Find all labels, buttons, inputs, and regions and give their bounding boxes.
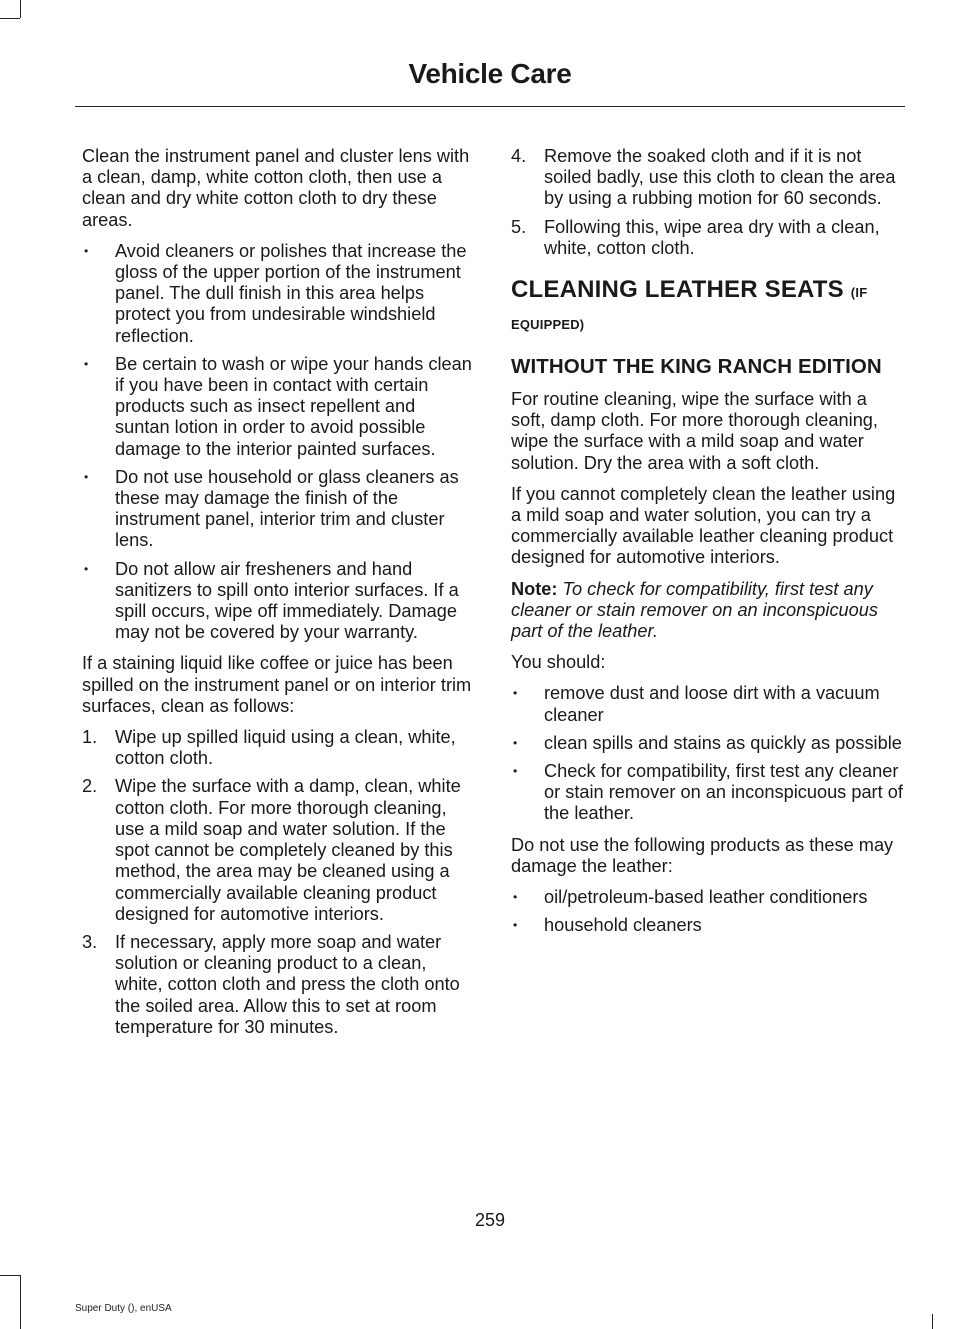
bullet-icon: •	[84, 561, 89, 576]
section-title-suffix: (IF	[850, 285, 868, 301]
step-number: 3.	[82, 931, 98, 952]
bullet-icon: •	[513, 686, 518, 701]
list-item-text: Avoid cleaners or polishes that increase the gloss of the upper portion of the instrument panel. The dull finish in this area helps protect you from undesirable windshield reflection.	[115, 240, 467, 346]
list-item	[511, 733, 903, 754]
title-divider	[75, 106, 905, 107]
paragraph: If you cannot completely clean the leather using a mild soap and water solution, you can try a commercially available leather cleaning product designed for automotive interiors.	[511, 483, 896, 568]
paragraph: Do not use the following products as these may damage the leather:	[511, 834, 894, 876]
page-title: Vehicle Care	[408, 58, 572, 89]
crop-mark	[932, 1314, 933, 1329]
paragraph: For routine cleaning, wipe the surface with a soft, damp cloth. For more thorough cleaning, wipe the surface with a mild soap and water solution. Dry the area with a soft cloth.	[511, 389, 878, 473]
list-item	[511, 683, 903, 725]
bullet-icon: •	[513, 764, 518, 779]
note-label: Note:	[511, 578, 558, 599]
step-text: Following this, wipe area dry with a clean, white, cotton cloth.	[544, 216, 880, 258]
list-item	[511, 761, 903, 825]
step-item	[511, 217, 903, 259]
step-item	[82, 932, 472, 1038]
crop-mark	[0, 18, 20, 19]
list-item-text: oil/petroleum-based leather conditioners	[544, 887, 868, 908]
list-item	[511, 887, 903, 908]
list-item-text: clean spills and stains as quickly as possible	[544, 732, 902, 753]
step-item	[82, 727, 472, 769]
step-text: Wipe the surface with a damp, clean, white cotton cloth. For more thorough cleaning, use a mild soap and water solution. If the spot cannot be completely cleaned by this method, the area may be cleaned using a commercially available cleaning product designed for automotive interiors.	[115, 776, 461, 924]
section-title-suffix: EQUIPPED)	[511, 317, 585, 333]
list-item	[82, 467, 472, 552]
list-item	[511, 915, 903, 936]
intro-paragraph: Clean the instrument panel and cluster lens with a clean, damp, white cotton cloth, then use a clean and dry white cotton cloth to dry these areas.	[82, 146, 470, 230]
bullet-icon: •	[84, 356, 89, 371]
staining-intro: If a staining liquid like coffee or juice has been spilled on the instrument panel or on interior trim surfaces, clean as follows:	[82, 653, 472, 716]
step-item	[82, 776, 472, 924]
step-text: If necessary, apply more soap and water solution or cleaning product to a clean, white, cotton cloth and press the cloth onto the soiled area. Allow this to set at room temperature for 30 minutes.	[115, 931, 460, 1037]
section-heading	[511, 275, 903, 342]
crop-mark	[20, 1275, 21, 1329]
note	[511, 579, 903, 643]
list-item-text: Be certain to wash or wipe your hands clean if you have been in contact with certain products such as insect repellent and suntan lotion in order to avoid possible damage to the interior painted surfaces.	[115, 353, 472, 459]
footer-text: Super Duty (), enUSA	[75, 1303, 172, 1314]
crop-mark	[20, 0, 21, 18]
list-item-text: Do not use household or glass cleaners as these may damage the finish of the instrument panel, interior trim and cluster lens.	[115, 466, 459, 551]
list-item	[82, 559, 472, 644]
section-title: CLEANING LEATHER SEATS	[511, 276, 844, 304]
bullet-icon: •	[84, 243, 89, 258]
step-number: 2.	[82, 776, 98, 797]
right-column	[511, 146, 903, 943]
list-item-text: household cleaners	[544, 915, 702, 936]
list-item	[82, 354, 472, 460]
bullet-icon: •	[513, 890, 518, 905]
left-column	[82, 146, 472, 1045]
list-item-text: Do not allow air fresheners and hand sanitizers to spill onto interior surfaces. If a spill occurs, wipe off immediately. Damage may not be covered by your warranty.	[115, 558, 459, 643]
page-number: 259	[474, 1210, 506, 1230]
subheading: WITHOUT THE KING RANCH EDITION	[511, 355, 882, 379]
step-text: Remove the soaked cloth and if it is not soiled badly, use this cloth to clean the area by using a rubbing motion for 60 seconds.	[544, 146, 896, 209]
list-item-text: Check for compatibility, first test any cleaner or stain remover on an inconspicuous part of the leather.	[544, 761, 903, 824]
bullet-icon: •	[513, 918, 518, 933]
bullet-icon: •	[84, 469, 89, 484]
paragraph: You should:	[511, 652, 606, 673]
step-text: Wipe up spilled liquid using a clean, white, cotton cloth.	[115, 727, 456, 769]
step-number: 4.	[511, 146, 527, 166]
step-item	[511, 146, 903, 210]
crop-mark	[0, 1275, 20, 1276]
list-item-text: remove dust and loose dirt with a vacuum cleaner	[544, 683, 880, 725]
step-number: 1.	[82, 727, 98, 748]
note-text: To check for compatibility, first test any cleaner or stain remover on an inconspicuous part of the leather.	[511, 578, 878, 642]
bullet-icon: •	[513, 735, 518, 750]
list-item	[82, 241, 472, 347]
step-number: 5.	[511, 216, 527, 237]
